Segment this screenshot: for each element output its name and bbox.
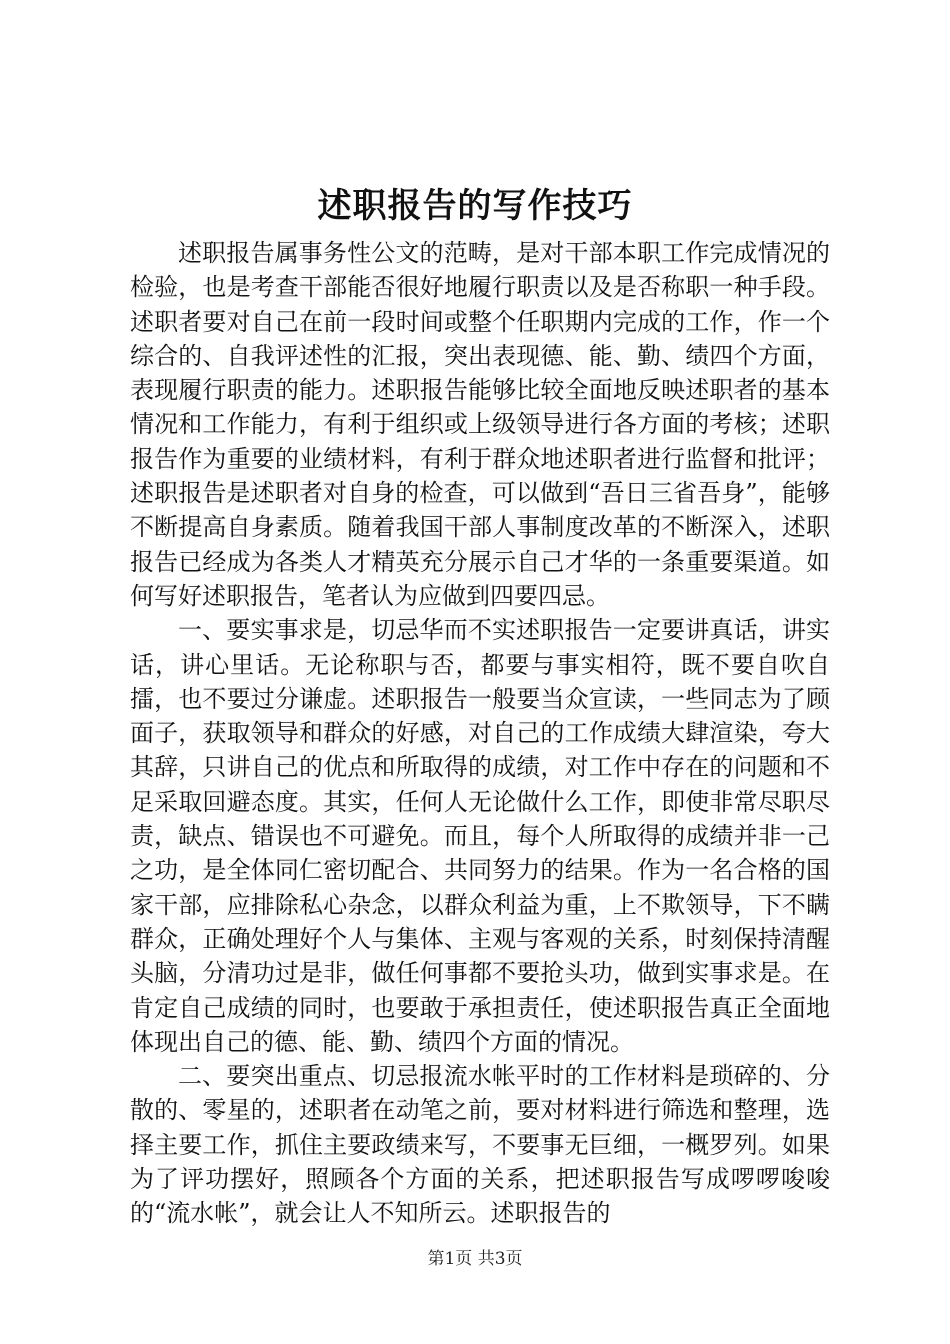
paragraph-point-1: 一、要实事求是，切忌华而不实述职报告一定要讲真话，讲实话，讲心里话。无论称职与否，都要与事实相符，既不要自吹自擂，也不要过分谦虚。述职报告一般要当众宣读，一些同志为了顾面子，获取领导和群众的好感，对自己的工作成绩大肆渲染，夸大其辞，只讲自己的优点和所取得的成绩，对工作中存在的问题和不足采取回避态度。其实，任何人无论做什么工作，即使非常尽职尽责，缺点、错误也不可避免。而且，每个人所取得的成绩并非一己之功，是全体同仁密切配合、共同努力的结果。作为一名合格的国家干部，应排除私心杂念，以群众利益为重，上不欺领导，下不瞒群众，正确处理好个人与集体、主观与客观的关系，时刻保持清醒头脑，分清功过是非，做任何事都不要抢头功，做到实事求是。在肯定自己成绩的同时，也要敢于承担责任，使述职报告真正全面地体现出自己的德、能、勤、绩四个方面的情况。 <box>130 616 830 1056</box>
page-number-footer: 第1页 共3页 <box>427 1249 523 1269</box>
paragraph-point-2: 二、要突出重点、切忌报流水帐平时的工作材料是琐碎的、分散的、零星的，述职者在动笔之前，要对材料进行筛选和整理，选择主要工作，抓住主要政绩来写，不要事无巨细，一概罗列。如果为了评功摆好，照顾各个方面的关系，把述职报告写成啰啰唆唆的“流水帐”，就会让人不知所云。述职报告的 <box>130 1062 830 1228</box>
paragraph-intro: 述职报告属事务性公文的范畴，是对干部本职工作完成情况的检验，也是考查干部能否很好地履行职责以及是否称职一种手段。述职者要对自己在前一段时间或整个任职期内完成的工作，作一个综合的、自我评述性的汇报，突出表现德、能、勤、绩四个方面，表现履行职责的能力。述职报告能够比较全面地反映述职者的基本情况和工作能力，有利于组织或上级领导进行各方面的考核；述职报告作为重要的业绩材料，有利于群众地述职者进行监督和批评；述职报告是述职者对自身的检查，可以做到“吾日三省吾身”，能够不断提高自身素质。随着我国干部人事制度改革的不断深入，述职报告已经成为各类人才精英充分展示自己才华的一条重要渠道。如何写好述职报告，笔者认为应做到四要四忌。 <box>130 239 830 610</box>
document-title: 述职报告的写作技巧 <box>317 186 633 226</box>
document-body <box>130 236 830 1231</box>
